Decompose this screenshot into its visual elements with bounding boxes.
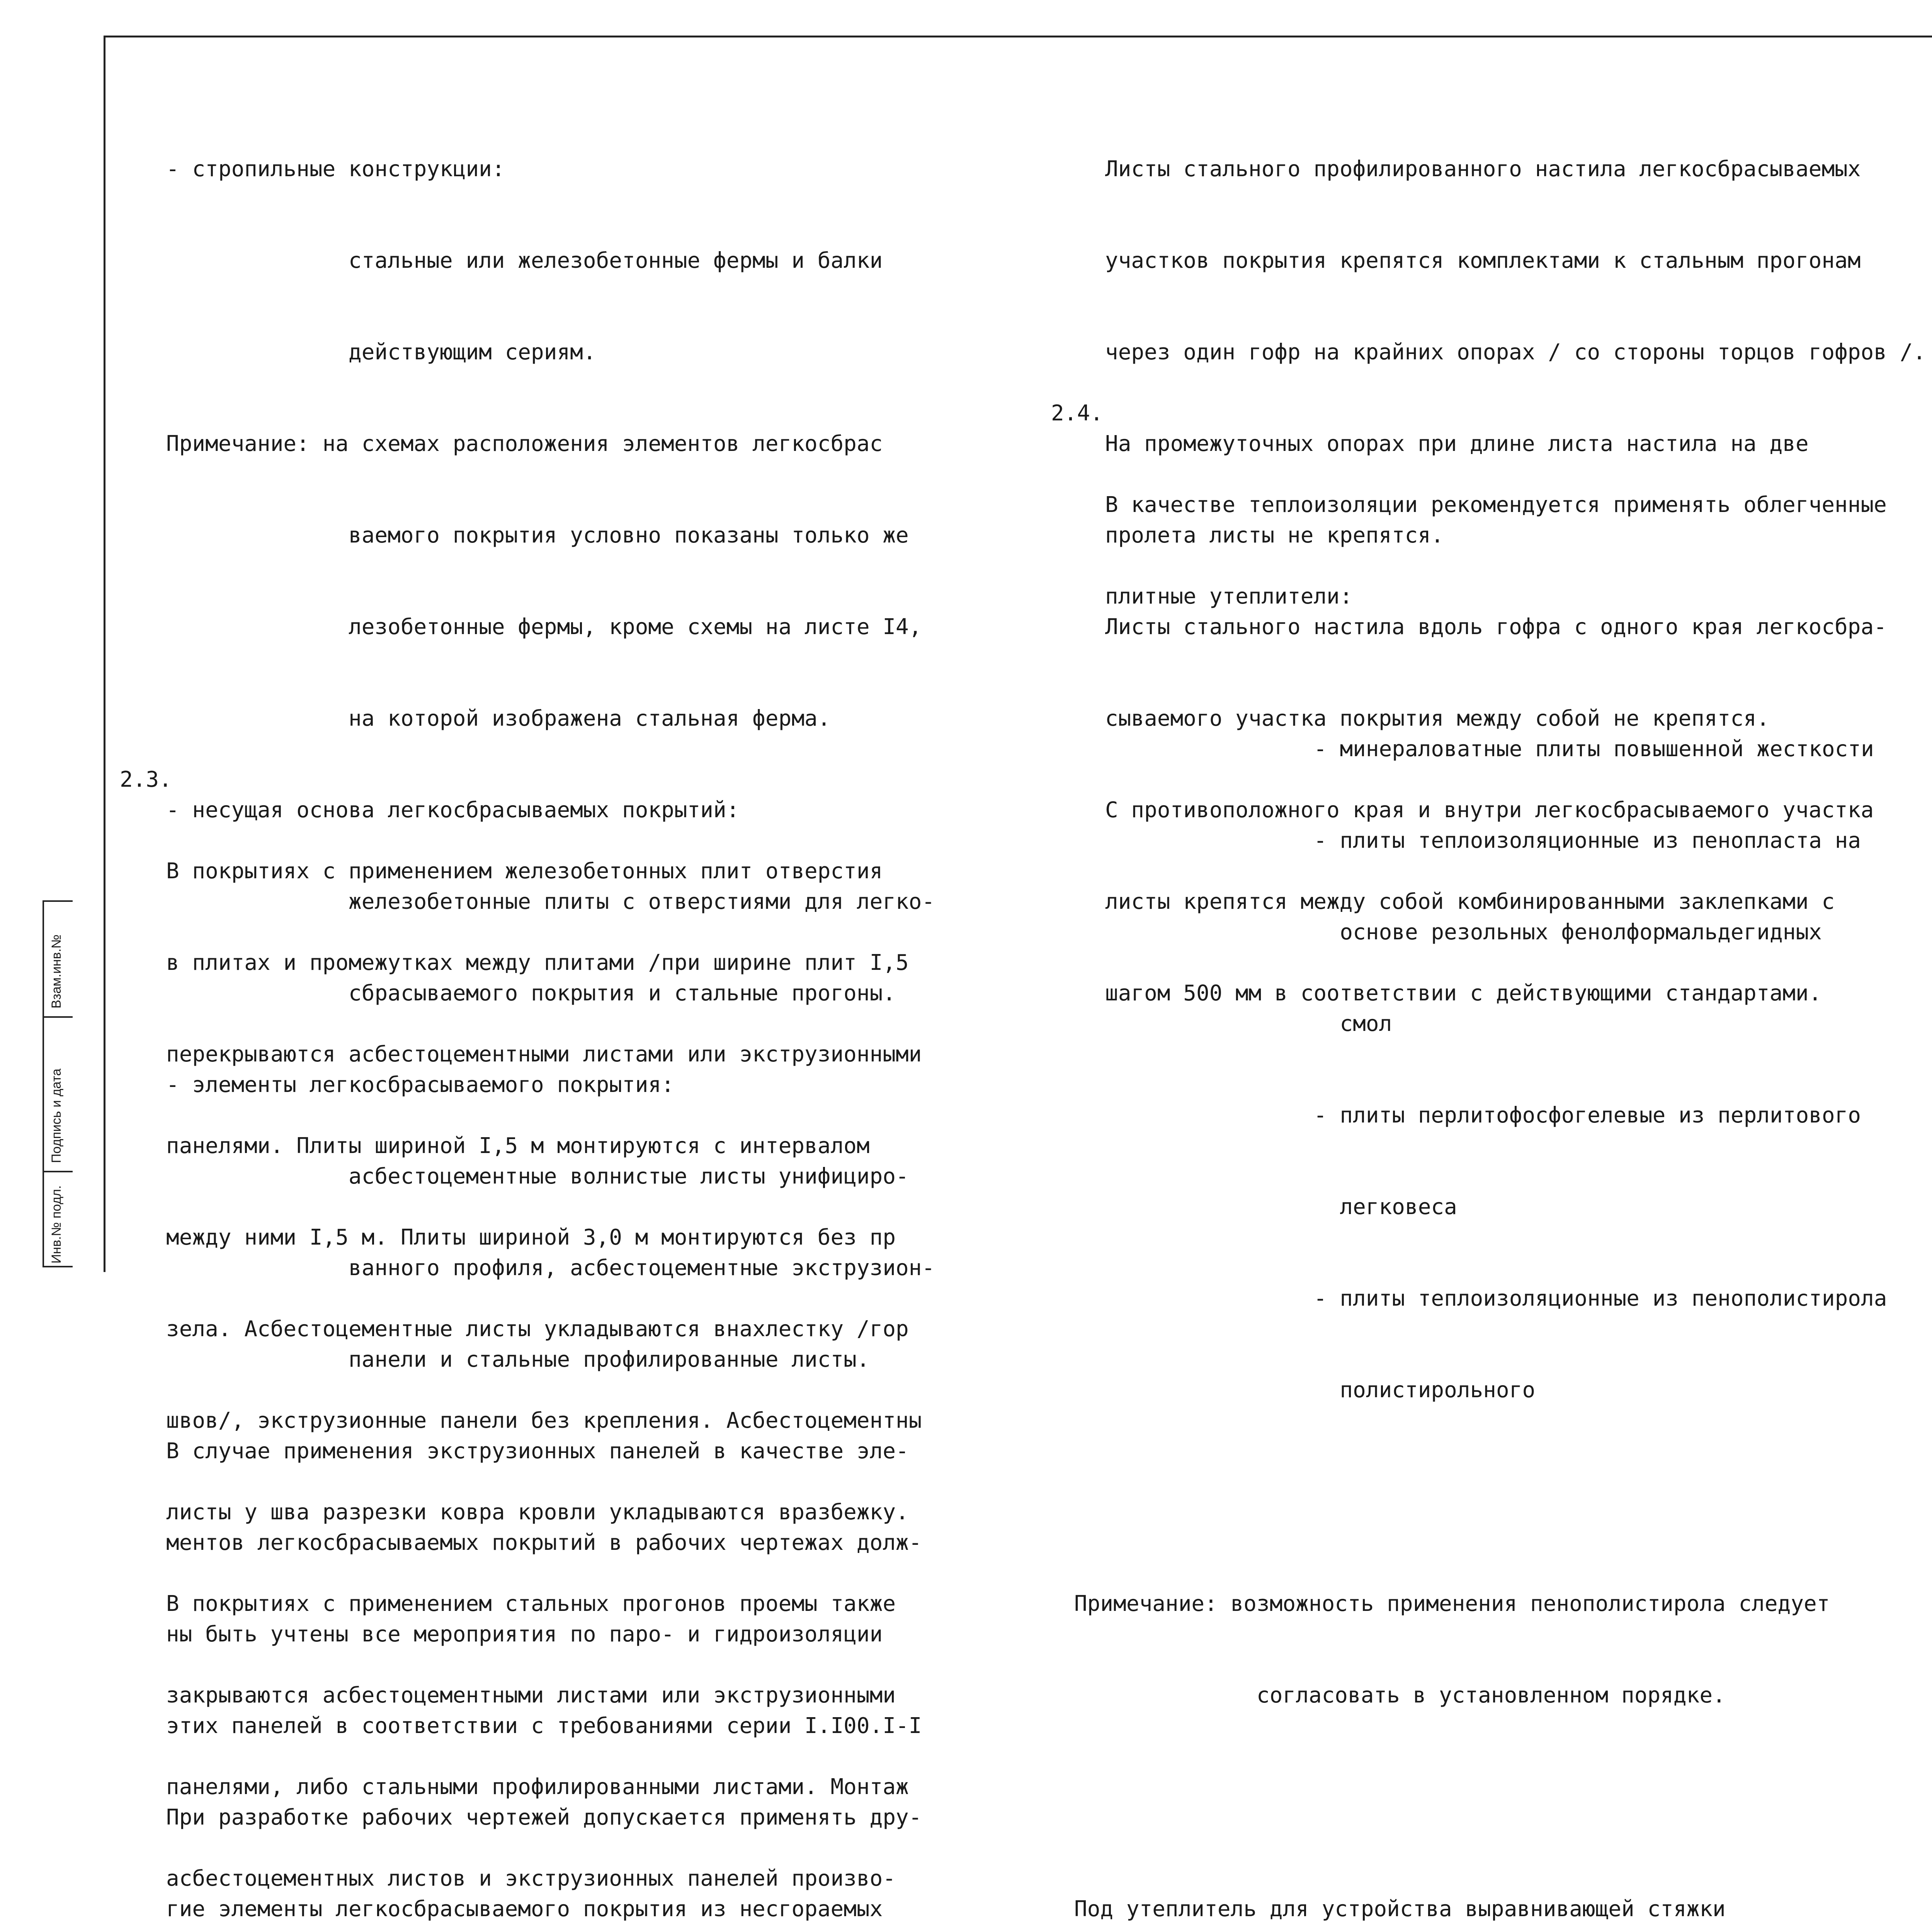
frame-left-border [104,36,105,1272]
note-line: согласовать в установленном порядке. [1074,1683,1726,1708]
text-line: панелями. Плиты шириной I,5 м монтируются с интервалом [166,1133,870,1158]
text-line: перекрываются асбестоцементными листами или экструзионными [166,1042,922,1067]
text-line: между ними I,5 м. Плиты шириной 3,0 м монтируются без пр [166,1225,896,1250]
list-item: - плиты теплоизоляционные из пенополистирола [1314,1286,1887,1311]
text-line: ментов легкосбрасываемых покрытий в рабочих чертежах долж- [166,1530,922,1555]
section-number: 2.3. [120,767,172,792]
text-line: гие элементы легкосбрасываемого покрытия из несгораемых [166,1896,883,1922]
text-line: В покрытиях с применением стальных прогонов проемы также [166,1591,896,1616]
note-line: Примечание: возможность применения пенополистирола следует [1074,1591,1830,1616]
after-note-block [1074,1833,1932,1932]
text-line: швов/, экструзионные панели без крепления. Асбестоцементны [166,1408,922,1433]
insulation-list [1105,673,1932,1466]
text-line: закрываются асбестоцементными листами или экструзионными [166,1683,896,1708]
text-line: стальные или железобетонные фермы и балки [166,248,883,273]
text-line: зела. Асбестоцементные листы укладываются внахлестку /гор [166,1316,909,1342]
text-line: через один гофр на крайних опорах / со стороны торцов гофров /. [1105,340,1926,365]
stamp-divider [43,1171,73,1172]
stamp-label-original-inv: Инв.№ подл. [49,1185,64,1264]
text-line: сываемого участка покрытия между собой не крепятся. [1105,706,1770,731]
text-line: шагом 500 мм в соответствии с действующими стандартами. [1105,981,1822,1006]
frame-top-border [104,36,1932,37]
text-line: ваемого покрытия условно показаны только же [166,523,909,548]
text-line: пролета листы не крепятся. [1105,523,1444,548]
list-item: - плиты теплоизоляционные из пенопласта на [1314,828,1861,853]
text-line: листы у шва разрезки ковра кровли укладываются вразбежку. [166,1500,909,1525]
stamp-label-signature-date: Подпись и дата [49,1068,64,1163]
text-line: асбестоцементные волнистые листы унифициро- [166,1164,909,1189]
text-line: сбрасываемого покрытия и стальные прогоны. [166,981,896,1006]
text-line: действующим сериям. [166,340,596,365]
section-number: 2.4. [1051,401,1103,426]
stamp-divider [43,1016,73,1018]
text-line: панелями, либо стальными профилированными листами. Монтаж [166,1774,909,1799]
text-line: - элементы легкосбрасываемого покрытия: [166,1072,674,1097]
text-line: На промежуточных опорах при длине листа настила на две [1105,431,1809,456]
list-item: легковеса [1314,1194,1457,1219]
text-line: В случае применения экструзионных панелей в качестве эле- [166,1439,909,1464]
text-line: Примечание: на схемах расположения элементов легкосбрас [166,431,883,456]
text-line: Листы стального настила вдоль гофра с одного края легкосбра- [1105,614,1887,639]
list-item: - плиты перлитофосфогелевые из перлитового [1314,1103,1861,1128]
text-line: участков покрытия крепятся комплектами к стальным прогонам [1105,248,1861,273]
text-line: этих панелей в соответствии с требованиями серии I.I00.I-I [166,1713,922,1738]
text-line: лезобетонные фермы, кроме схемы на листе I4, [166,614,922,639]
text-line: При разработке рабочих чертежей допускается применять дру- [166,1805,922,1830]
text-line: асбестоцементных листов и экструзионных панелей произво- [166,1866,896,1891]
section-2-3 [120,764,1047,1932]
stamp-label-replacement-inv: Взам.инв.№ [49,934,64,1009]
text-line: железобетонные плиты с отверстиями для легко- [166,889,935,914]
text-line: листы крепятся между собой комбинированными заклепками с [1105,889,1835,914]
text-line: Под утеплитель для устройства выравнивающей стяжки [1074,1896,1726,1922]
section-2-4 [1051,398,1932,1932]
text-line: в плитах и промежутках между плитами /при ширине плит I,5 [166,950,909,975]
text-line: на которой изображена стальная ферма. [166,706,831,731]
text-line: плитные утеплители: [1105,584,1353,609]
text-line: В покрытиях с применением железобетонных плит отверстия [166,859,883,884]
list-item: полистирольного [1314,1378,1536,1403]
text-line: - несущая основа легкосбрасываемых покрытий: [166,798,740,823]
side-stamp [43,900,73,1267]
text-line: ны быть учтены все мероприятия по паро- и гидроизоляции [166,1622,883,1647]
list-item: - минераловатные плиты повышенной жесткости [1314,736,1874,762]
list-item: основе резольных фенолформальдегидных [1314,920,1822,945]
note-block [1074,1527,1932,1772]
text-line: В качестве теплоизоляции рекомендуется применять облегченные [1105,492,1887,517]
text-line: С противоположного края и внутри легкосбрасываемого участка [1105,798,1874,823]
text-line: - стропильные конструкции: [166,156,505,182]
text-line: Листы стального профилированного настила легкосбрасываемых [1105,156,1861,182]
list-item: смол [1314,1011,1392,1036]
text-line: ванного профиля, асбестоцементные экструзион- [166,1255,935,1281]
text-line: панели и стальные профилированные листы. [166,1347,870,1372]
